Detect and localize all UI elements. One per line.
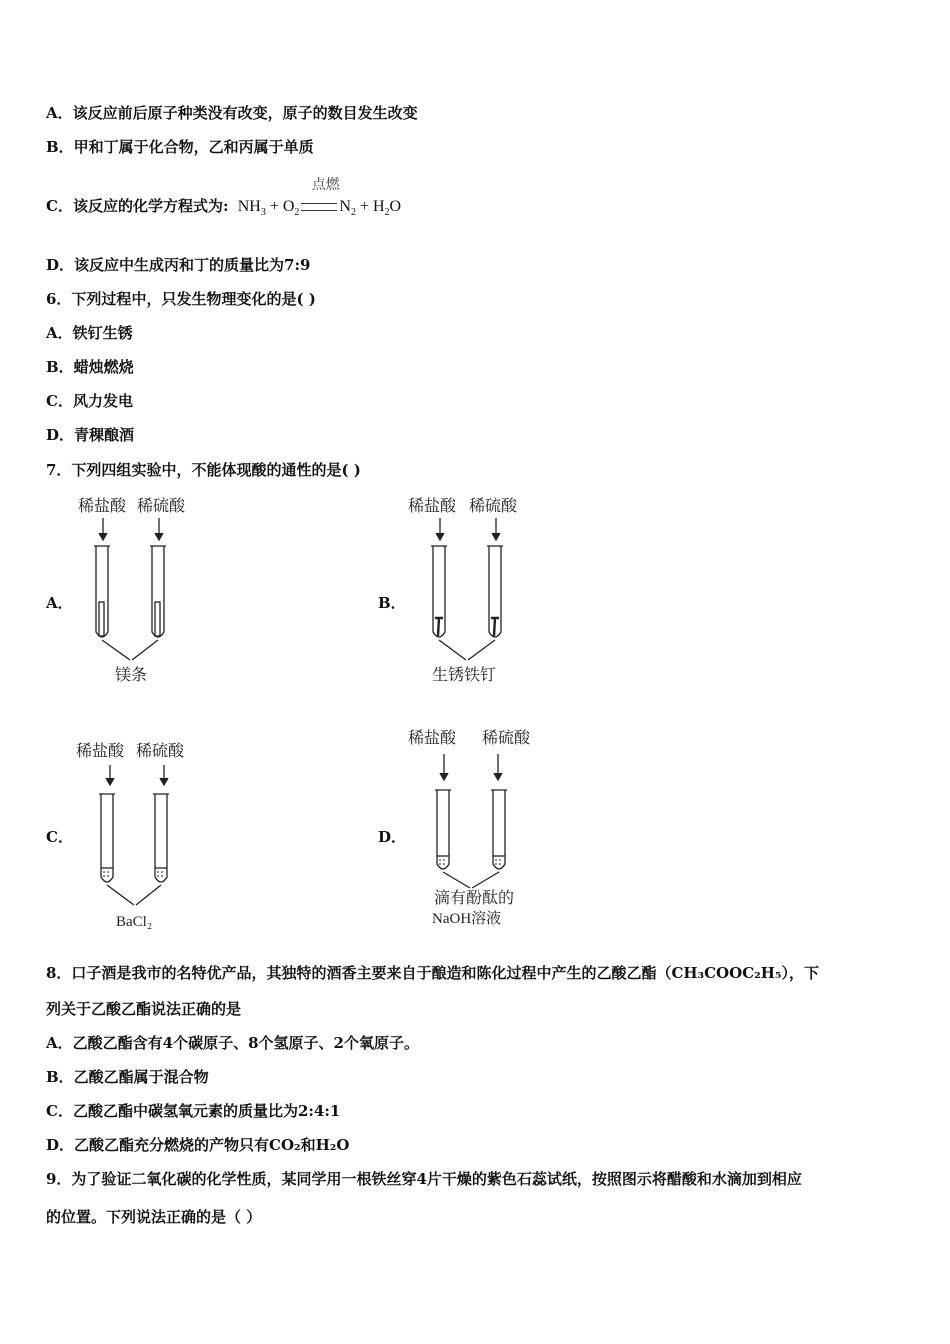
- figure-a-magnesium: [70, 490, 210, 690]
- q8-option-c: C．乙酸乙酯中碳氢氧元素的质量比为2:4:1: [46, 1102, 341, 1120]
- q8-option-a: A．乙酸乙酯含有4个碳原子、8个氢原子、2个氧原子。: [46, 1034, 419, 1052]
- q7-option-a-label: A．: [46, 594, 73, 612]
- q8-option-d: D．乙酸乙酯充分燃烧的产物只有CO₂和H₂O: [46, 1136, 350, 1154]
- acid1-label: 稀盐酸: [76, 741, 125, 760]
- naoh-label-line1: 滴有酚酞的: [434, 888, 515, 907]
- reaction-condition: 点燃: [311, 177, 340, 193]
- q9-stem-line1: 9．为了验证二氧化碳的化学性质，某同学用一根铁丝穿4片干燥的紫色石蕊试纸，按照图示将醋酸和水滴加到相应: [46, 1170, 802, 1188]
- acid2-label: 稀硫酸: [136, 741, 185, 760]
- q5-option-c: [46, 177, 402, 219]
- q6-option-d: D．青稞酿酒: [46, 426, 135, 444]
- acid1-label: 稀盐酸: [408, 728, 457, 747]
- q8-option-b: B．乙酸乙酯属于混合物: [46, 1068, 209, 1086]
- acid2-label: 稀硫酸: [482, 728, 531, 747]
- figure-c-bacl2: [70, 735, 210, 935]
- figure-b-rusty-nails: [402, 490, 552, 690]
- q6-stem: 6．下列过程中，只发生物理变化的是( ): [46, 290, 316, 308]
- q8-stem-line2: 列关于乙酸乙酯说法正确的是: [46, 1000, 242, 1018]
- figure-d-naoh: [402, 722, 552, 937]
- q7-option-c-label: C．: [46, 828, 73, 846]
- q5-option-a: A．该反应前后原子种类没有改变，原子的数目发生改变: [46, 104, 418, 122]
- q9-stem-line2: 的位置。下列说法正确的是（ ）: [46, 1208, 262, 1226]
- q6-option-b: B．蜡烛燃烧: [46, 358, 134, 376]
- acid1-label: 稀盐酸: [78, 496, 127, 515]
- q6-option-c: C．风力发电: [46, 392, 133, 410]
- chemical-equation: $NH_3 + O_2$ $N_2 + H_2O$ 点燃: [234, 198, 401, 215]
- q7-stem: 7．下列四组实验中，不能体现酸的通性的是( ): [46, 461, 361, 479]
- q5-option-d: D．该反应中生成丙和丁的质量比为7:9: [46, 256, 311, 274]
- rusty-nail-label: 生锈铁钉: [432, 665, 497, 684]
- q8-stem-line1: 8．口子酒是我市的名特优产品，其独特的酒香主要来自于酿造和陈化过程中产生的乙酸乙酯（CH₃COOC₂H₅），下: [46, 964, 819, 982]
- magnesium-label: 镁条: [115, 665, 148, 684]
- q6-option-a: A．铁钉生锈: [46, 324, 133, 342]
- q7-option-b-label: B．: [378, 594, 406, 612]
- acid2-label: 稀硫酸: [137, 496, 186, 515]
- q7-option-d-label: D．: [378, 828, 407, 846]
- q5-option-b: B．甲和丁属于化合物，乙和丙属于单质: [46, 138, 314, 156]
- acid2-label: 稀硫酸: [469, 496, 518, 515]
- bacl2-label: BaCl₂: [116, 914, 153, 930]
- q5-option-c-text: C．该反应的化学方程式为:: [46, 197, 229, 215]
- naoh-label-line2: NaOH溶液: [432, 911, 502, 927]
- acid1-label: 稀盐酸: [408, 496, 457, 515]
